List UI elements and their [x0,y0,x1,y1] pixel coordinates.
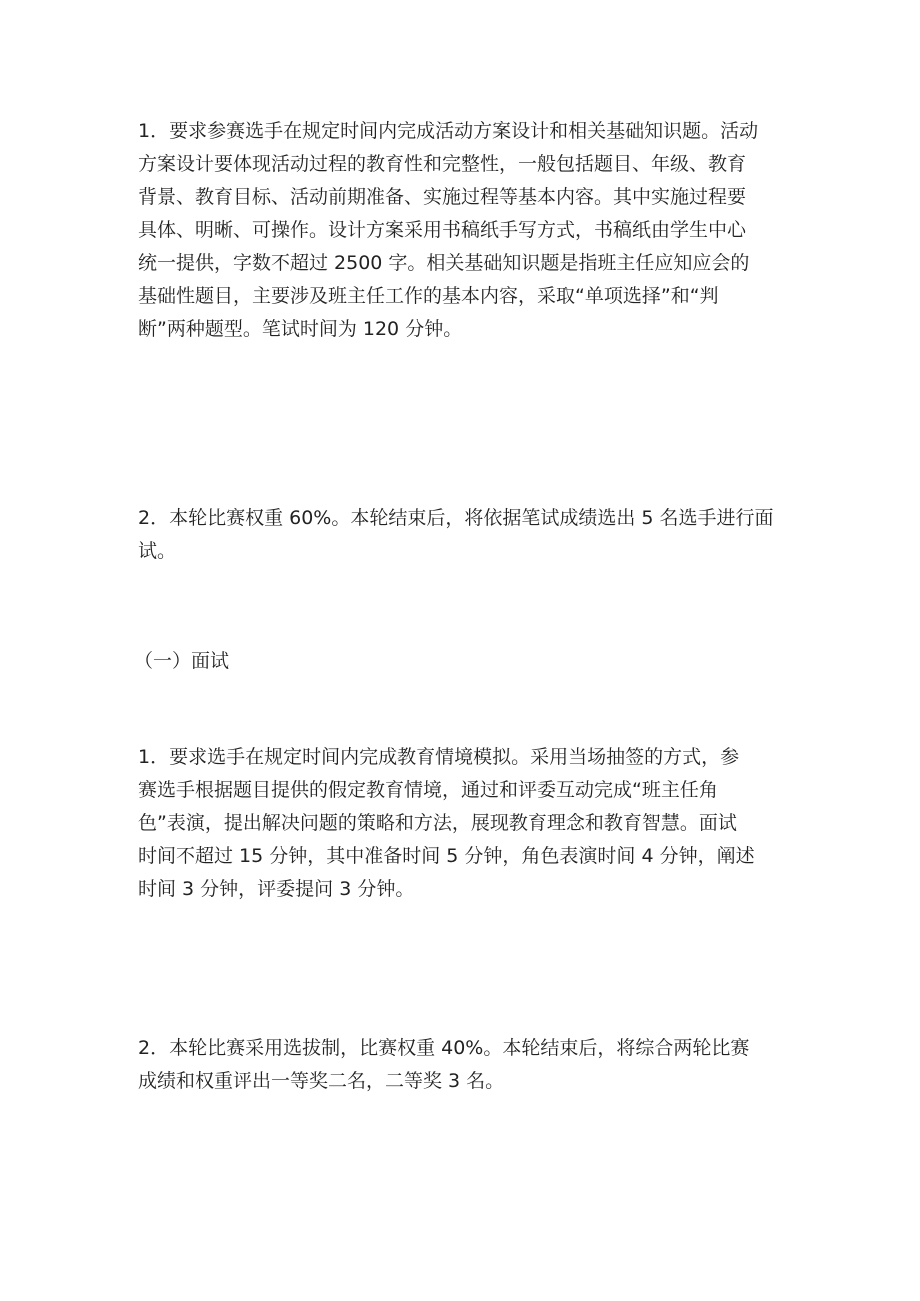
text-line: 断”两种题型。笔试时间为 120 分钟。 [138,318,463,340]
paragraph-interview-requirements [138,741,755,906]
text-line: 1．要求选手在规定时间内完成教育情境模拟。采用当场抽签的方式，参 [138,746,740,768]
text-line: 2．本轮比赛采用选拔制，比赛权重 40%。本轮结束后，将综合两轮比赛 [138,1037,750,1059]
text-line: 统一提供，字数不超过 2500 字。相关基础知识题是指班主任应知应会的 [138,252,750,274]
text-line: 方案设计要体现活动过程的教育性和完整性，一般包括题目、年级、教育 [138,153,747,175]
text-line: 色”表演，提出解决问题的策略和方法，展现教育理念和教育智慧。面试 [138,812,737,834]
text-line: 2．本轮比赛权重 60%。本轮结束后，将依据笔试成绩选出 5 名选手进行面 [138,507,774,529]
text-line: 时间不超过 15 分钟，其中准备时间 5 分钟，角色表演时间 4 分钟，阐述 [138,845,755,867]
text-line: 具体、明晰、可操作。设计方案采用书稿纸手写方式，书稿纸由学生中心 [138,219,747,241]
paragraph-written-test-weight [138,502,774,568]
text-line: 基础性题目，主要涉及班主任工作的基本内容，采取“单项选择”和“判 [138,285,719,307]
paragraph-written-test-requirements [138,115,758,346]
section-heading-interview [134,645,229,678]
paragraph-interview-weight [138,1032,749,1098]
heading-text: （一）面试 [134,650,230,672]
text-line: 试。 [138,540,177,562]
text-line: 成绩和权重评出一等奖二名，二等奖 3 名。 [138,1070,505,1092]
text-line: 时间 3 分钟，评委提问 3 分钟。 [138,878,415,900]
text-line: 赛选手根据题目提供的假定教育情境，通过和评委互动完成“班主任角 [138,779,718,801]
text-line: 背景、教育目标、活动前期准备、实施过程等基本内容。其中实施过程要 [138,186,747,208]
text-line: 1．要求参赛选手在规定时间内完成活动方案设计和相关基础知识题。活动 [138,120,759,142]
